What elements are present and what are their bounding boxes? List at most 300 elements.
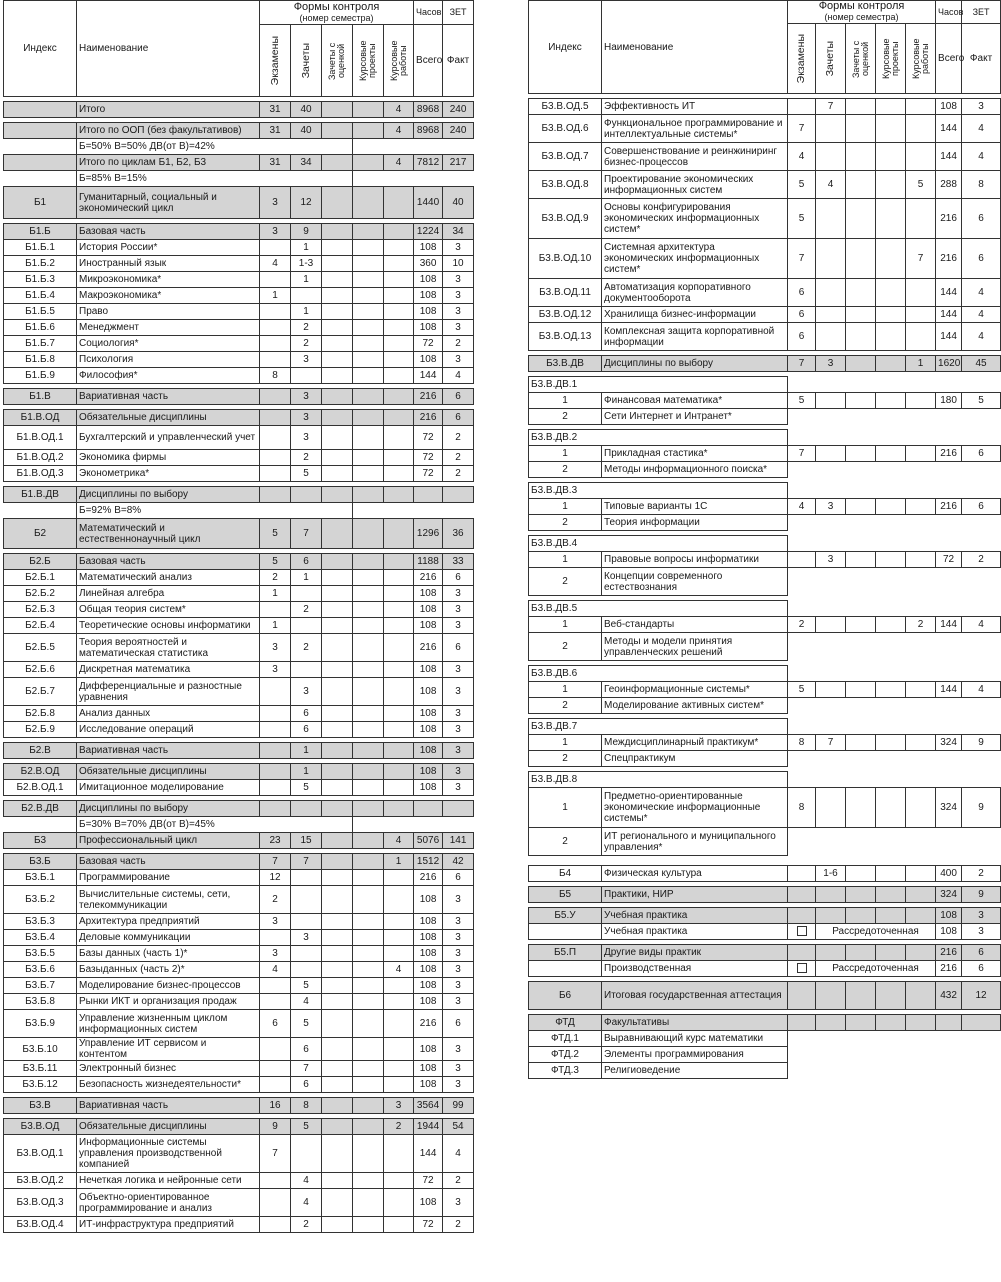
exams-cell: 6	[788, 279, 816, 307]
note-blank	[788, 536, 1001, 552]
row-name: Правовые вопросы информатики	[602, 552, 788, 568]
plan-row	[529, 323, 1001, 351]
row-index: Б3.В.ОД.7	[529, 143, 602, 171]
zet-fact: 3	[443, 288, 474, 304]
row-index: Б2.В	[4, 743, 77, 759]
dispersed-checkbox[interactable]	[797, 963, 807, 973]
projects-cell	[353, 602, 384, 618]
row-index: Б3.В.ОД.1	[4, 1135, 77, 1173]
practice-mode: Рассредоточенная	[816, 961, 936, 977]
row-index: Б3.Б.9	[4, 1010, 77, 1038]
plan-row	[529, 239, 1001, 279]
credits-cell	[816, 199, 846, 239]
row-name: Философия*	[77, 368, 260, 384]
row-index: 1	[529, 393, 602, 409]
projects-header-text: Курсовые проекты	[880, 38, 900, 79]
zet-fact: 6	[962, 961, 1001, 977]
credits-cell	[291, 586, 322, 602]
hours-total: 108	[936, 99, 962, 115]
hours-total: 400	[936, 866, 962, 882]
note-blank	[788, 751, 1001, 767]
zet-fact: 2	[443, 450, 474, 466]
exams-cell	[260, 466, 291, 482]
elective-group-row	[529, 601, 1001, 617]
works-cell	[384, 678, 414, 706]
works-cell	[384, 602, 414, 618]
projects-cell	[876, 323, 906, 351]
hours-header: Часов	[414, 1, 443, 25]
projects-cell	[353, 570, 384, 586]
works-cell	[384, 586, 414, 602]
row-name: Математический и естественнонаучный цикл	[77, 519, 260, 549]
row-name: Итого по ООП (без факультативов)	[77, 123, 260, 139]
credits-cell: 2	[291, 320, 322, 336]
projects-cell	[353, 618, 384, 634]
share-note: Б=92% В=8%	[77, 503, 353, 519]
credits-cell	[816, 1015, 846, 1031]
plan-row	[529, 552, 1001, 568]
exams-cell: 5	[260, 519, 291, 549]
plan-row	[529, 409, 1001, 425]
exams-cell: 8	[788, 735, 816, 751]
plan-row	[4, 946, 474, 962]
projects-cell	[353, 946, 384, 962]
exams-cell: 5	[788, 171, 816, 199]
hours-total: 108	[414, 288, 443, 304]
hours-total: 108	[936, 924, 962, 940]
exams-cell: 7	[788, 356, 816, 372]
works-cell: 3	[384, 1098, 414, 1114]
projects-cell	[876, 356, 906, 372]
zet-fact: 3	[443, 886, 474, 914]
zet-fact: 3	[443, 764, 474, 780]
exams-cell	[788, 866, 816, 882]
plan-row	[529, 515, 1001, 531]
exams-cell: 31	[260, 123, 291, 139]
row-index: Б3.Б.5	[4, 946, 77, 962]
graded-cell	[322, 570, 353, 586]
graded-cell	[322, 602, 353, 618]
row-name: Дисциплины по выбору	[77, 801, 260, 817]
hours-total: 324	[936, 735, 962, 751]
exams-cell: 31	[260, 155, 291, 171]
zet-fact: 3	[443, 320, 474, 336]
note-blank	[788, 1047, 1001, 1063]
graded-header-text: Зачеты с оценкой	[850, 39, 870, 78]
works-cell	[906, 788, 936, 828]
exams-cell: 7	[260, 1135, 291, 1173]
row-index: 2	[529, 515, 602, 531]
note-blank	[4, 817, 77, 833]
projects-cell	[353, 801, 384, 817]
hours-total: 288	[936, 171, 962, 199]
works-cell	[384, 706, 414, 722]
hours-total: 72	[414, 1173, 443, 1189]
row-name: Психология	[77, 352, 260, 368]
projects-cell	[353, 743, 384, 759]
plan-row	[4, 1077, 474, 1093]
credits-cell: 2	[291, 450, 322, 466]
works-cell	[384, 187, 414, 219]
hours-total: 108	[414, 946, 443, 962]
row-index: Б1.Б.6	[4, 320, 77, 336]
hours-total: 108	[414, 886, 443, 914]
row-name: Эффективность ИТ	[602, 99, 788, 115]
right-plan-body	[529, 99, 1001, 1079]
plan-row	[529, 307, 1001, 323]
graded-cell	[846, 239, 876, 279]
row-index: Б1.Б.8	[4, 352, 77, 368]
projects-cell	[353, 410, 384, 426]
exams-cell: 31	[260, 102, 291, 118]
projects-cell	[353, 123, 384, 139]
row-index: 1	[529, 446, 602, 462]
note-blank	[788, 719, 1001, 735]
plan-row	[4, 930, 474, 946]
hours-total: 360	[414, 256, 443, 272]
graded-cell	[322, 102, 353, 118]
zet-fact: 3	[443, 1038, 474, 1061]
works-cell: 4	[384, 833, 414, 849]
zet-header: ЗЕТ	[443, 1, 474, 25]
plan-row	[529, 866, 1001, 882]
zet-fact	[443, 801, 474, 817]
works-cell	[384, 930, 414, 946]
credits-header-text: Зачеты	[299, 42, 312, 79]
row-index: ФТД.1	[529, 1031, 602, 1047]
works-cell	[384, 554, 414, 570]
hours-total: 108	[414, 978, 443, 994]
row-name: Теория информации	[602, 515, 788, 531]
row-index: Б1.Б.7	[4, 336, 77, 352]
projects-cell	[876, 143, 906, 171]
credits-cell: 4	[291, 1189, 322, 1217]
fact-header: Факт	[962, 24, 1001, 94]
credits-cell: 6	[291, 706, 322, 722]
share-note-row	[4, 817, 474, 833]
row-name: Спецпрактикум	[602, 751, 788, 767]
graded-cell	[322, 1098, 353, 1114]
hours-total: 72	[414, 466, 443, 482]
hours-total: 108	[414, 678, 443, 706]
projects-cell	[353, 978, 384, 994]
row-name: Дисциплины по выбору	[602, 356, 788, 372]
projects-cell	[876, 446, 906, 462]
row-name: Моделирование активных систем*	[602, 698, 788, 714]
hours-total: 1512	[414, 854, 443, 870]
credits-cell: 7	[291, 854, 322, 870]
row-name: Электронный бизнес	[77, 1061, 260, 1077]
plan-row	[4, 706, 474, 722]
graded-cell	[322, 256, 353, 272]
works-cell	[384, 256, 414, 272]
row-index: 2	[529, 462, 602, 478]
right-plan-sheet	[528, 0, 1000, 1079]
zet-fact: 8	[962, 171, 1001, 199]
dispersed-checkbox[interactable]	[797, 926, 807, 936]
credits-cell: 3	[291, 352, 322, 368]
exams-cell: 3	[260, 946, 291, 962]
hours-total: 108	[414, 602, 443, 618]
row-name: Дисциплины по выбору	[77, 487, 260, 503]
hours-total: 144	[936, 279, 962, 307]
graded-cell	[322, 1217, 353, 1233]
hours-total: 144	[936, 307, 962, 323]
note-blank	[788, 633, 1001, 661]
fact-header: Факт	[443, 25, 474, 97]
zet-fact: 3	[443, 602, 474, 618]
section-row	[4, 764, 474, 780]
projects-cell	[876, 279, 906, 307]
hours-total: 108	[414, 743, 443, 759]
left-plan-sheet	[3, 0, 473, 1233]
zet-fact: 3	[962, 99, 1001, 115]
works-cell	[384, 870, 414, 886]
note-blank	[788, 1063, 1001, 1079]
graded-cell	[322, 780, 353, 796]
elective-group-row	[529, 719, 1001, 735]
plan-row	[4, 304, 474, 320]
projects-cell	[353, 634, 384, 662]
section-row	[4, 102, 474, 118]
row-name: Прикладная стастика*	[602, 446, 788, 462]
exams-cell	[260, 240, 291, 256]
elective-group-index: Б3.В.ДВ.2	[529, 430, 788, 446]
graded-cell	[846, 617, 876, 633]
row-index: Б1	[4, 187, 77, 219]
graded-cell	[322, 618, 353, 634]
exams-cell: 4	[788, 499, 816, 515]
exams-cell	[260, 994, 291, 1010]
projects-cell	[353, 962, 384, 978]
hours-total: 108	[414, 764, 443, 780]
row-index: 1	[529, 552, 602, 568]
zet-fact	[443, 487, 474, 503]
hours-total: 72	[414, 450, 443, 466]
elective-group-row	[529, 430, 1001, 446]
hours-total: 216	[414, 870, 443, 886]
plan-row	[4, 570, 474, 586]
row-index: Б1.Б	[4, 224, 77, 240]
graded-header	[322, 25, 353, 97]
projects-cell	[353, 288, 384, 304]
zet-fact: 3	[443, 706, 474, 722]
works-cell	[384, 519, 414, 549]
row-name: Системная архитектура экономических информационных систем*	[602, 239, 788, 279]
row-name: Комплексная защита корпоративной информации	[602, 323, 788, 351]
graded-cell	[322, 304, 353, 320]
note-blank	[788, 601, 1001, 617]
row-index: Б2.Б.3	[4, 602, 77, 618]
section-row	[4, 187, 474, 219]
hours-total: 216	[414, 634, 443, 662]
projects-cell	[353, 389, 384, 405]
zet-fact: 4	[443, 1135, 474, 1173]
row-name: Проектирование экономических информационных систем	[602, 171, 788, 199]
hours-total: 216	[414, 570, 443, 586]
exams-cell: 5	[788, 393, 816, 409]
plan-row	[4, 722, 474, 738]
plan-row	[4, 914, 474, 930]
projects-cell	[353, 1119, 384, 1135]
graded-cell	[846, 552, 876, 568]
section-row	[529, 908, 1001, 924]
exams-cell: 4	[260, 962, 291, 978]
projects-cell	[353, 994, 384, 1010]
row-name: Моделирование бизнес-процессов	[77, 978, 260, 994]
works-cell: 4	[384, 155, 414, 171]
hours-total: 180	[936, 393, 962, 409]
row-name: Гуманитарный, социальный и экономический цикл	[77, 187, 260, 219]
graded-cell	[322, 586, 353, 602]
plan-row	[4, 426, 474, 450]
hours-total: 5076	[414, 833, 443, 849]
credits-cell	[291, 618, 322, 634]
row-name: ИТ регионального и муниципального управления*	[602, 828, 788, 856]
row-name: Базовая часть	[77, 854, 260, 870]
projects-cell	[876, 393, 906, 409]
plan-row	[529, 682, 1001, 698]
works-cell	[906, 499, 936, 515]
works-header-text: Курсовые работы	[910, 38, 930, 79]
works-cell	[906, 143, 936, 171]
graded-cell	[846, 356, 876, 372]
hours-total: 108	[414, 706, 443, 722]
graded-cell	[322, 994, 353, 1010]
projects-cell	[353, 1173, 384, 1189]
projects-cell	[353, 678, 384, 706]
works-cell	[384, 780, 414, 796]
credits-header	[816, 24, 846, 94]
row-index: Б3.В.ДВ	[529, 356, 602, 372]
left-plan-table	[3, 0, 474, 1233]
exams-cell	[260, 706, 291, 722]
row-index: Б3.Б	[4, 854, 77, 870]
projects-header	[876, 24, 906, 94]
works-cell	[384, 466, 414, 482]
share-note-row	[4, 171, 474, 187]
row-index: Б3.В.ОД.8	[529, 171, 602, 199]
total-header: Всего	[414, 25, 443, 97]
works-cell	[384, 1135, 414, 1173]
hours-total: 216	[936, 199, 962, 239]
credits-cell: 7	[291, 519, 322, 549]
exams-cell	[788, 945, 816, 961]
plan-row	[4, 870, 474, 886]
graded-cell	[846, 908, 876, 924]
zet-fact: 3	[443, 1077, 474, 1093]
note-blank	[788, 772, 1001, 788]
graded-cell	[322, 368, 353, 384]
plan-row	[4, 634, 474, 662]
row-name: История России*	[77, 240, 260, 256]
row-name: Теоретические основы информатики	[77, 618, 260, 634]
projects-cell	[876, 866, 906, 882]
projects-cell	[353, 450, 384, 466]
plan-row	[4, 886, 474, 914]
works-cell: 2	[384, 1119, 414, 1135]
zet-fact: 3	[443, 272, 474, 288]
plan-row	[4, 256, 474, 272]
exams-cell	[260, 410, 291, 426]
section-row	[529, 887, 1001, 903]
works-cell	[384, 272, 414, 288]
zet-fact: 34	[443, 224, 474, 240]
row-index: Б3.Б.6	[4, 962, 77, 978]
row-name: Элементы программирования	[602, 1047, 788, 1063]
row-index: Б1.В.ОД	[4, 410, 77, 426]
plan-row	[4, 272, 474, 288]
elective-group-index: Б3.В.ДВ.1	[529, 377, 788, 393]
row-index: 1	[529, 617, 602, 633]
credits-cell: 40	[291, 123, 322, 139]
row-name: Совершенствование и реинжиниринг бизнес-процессов	[602, 143, 788, 171]
exams-cell	[260, 678, 291, 706]
plan-row	[529, 698, 1001, 714]
graded-cell	[846, 393, 876, 409]
zet-fact: 9	[962, 735, 1001, 751]
plan-row	[4, 1217, 474, 1233]
hours-total: 432	[936, 982, 962, 1010]
graded-cell	[322, 1010, 353, 1038]
zet-fact: 2	[443, 1173, 474, 1189]
row-name: Информационные системы управления производственной компанией	[77, 1135, 260, 1173]
works-cell	[906, 99, 936, 115]
credits-cell: 4	[291, 994, 322, 1010]
projects-cell	[876, 982, 906, 1010]
works-cell	[384, 336, 414, 352]
exams-cell	[788, 982, 816, 1010]
section-row	[529, 1015, 1001, 1031]
zet-fact: 4	[962, 617, 1001, 633]
credits-cell	[291, 487, 322, 503]
row-name: Общая теория систем*	[77, 602, 260, 618]
zet-fact: 9	[962, 887, 1001, 903]
plan-row	[4, 780, 474, 796]
section-row	[4, 854, 474, 870]
row-index: Б2.В.ОД.1	[4, 780, 77, 796]
exams-cell: 3	[260, 224, 291, 240]
share-note-row	[4, 139, 474, 155]
row-index: Б3.Б.10	[4, 1038, 77, 1061]
row-index: ФТД.2	[529, 1047, 602, 1063]
projects-cell	[876, 682, 906, 698]
right-plan-table	[528, 0, 1001, 1079]
credits-cell: 1	[291, 240, 322, 256]
section-row	[4, 1119, 474, 1135]
zet-fact: 3	[443, 930, 474, 946]
graded-cell	[322, 722, 353, 738]
projects-cell	[876, 115, 906, 143]
row-name: Методы и модели принятия управленческих решений	[602, 633, 788, 661]
practice-row	[529, 961, 1001, 977]
credits-cell: 5	[291, 466, 322, 482]
section-row	[4, 743, 474, 759]
plan-row	[4, 586, 474, 602]
projects-cell	[876, 99, 906, 115]
credits-cell: 2	[291, 634, 322, 662]
credits-cell	[291, 368, 322, 384]
row-name: Анализ данных	[77, 706, 260, 722]
note-blank	[788, 828, 1001, 856]
works-cell	[384, 352, 414, 368]
hours-total: 144	[936, 115, 962, 143]
zet-fact: 6	[443, 1010, 474, 1038]
credits-cell: 6	[291, 722, 322, 738]
exams-header	[260, 25, 291, 97]
note-blank	[353, 171, 474, 187]
credits-cell	[291, 886, 322, 914]
